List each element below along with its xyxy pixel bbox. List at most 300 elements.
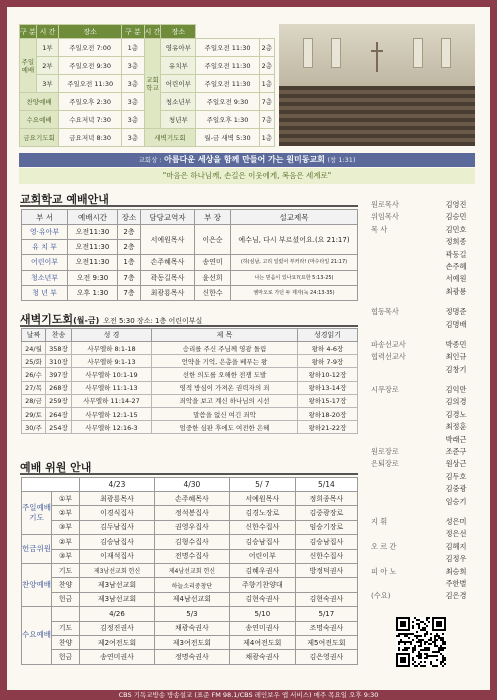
- sunday-place: 1층: [122, 39, 144, 57]
- header-date: 날짜: [22, 329, 46, 342]
- staff-role: [367, 409, 437, 421]
- staff-role: 목 사: [371, 224, 388, 234]
- date-header: 5/14: [295, 478, 357, 492]
- staff-row: [367, 249, 475, 261]
- part-label: ①부: [52, 492, 80, 506]
- duty-cell: 제4남선교회 헌신: [154, 563, 229, 577]
- date-header: 4/30: [154, 478, 229, 492]
- date-header: 4/26: [80, 607, 155, 621]
- staff-name: 최광룡: [445, 286, 467, 296]
- duty-cell: 김형수집사: [154, 535, 229, 549]
- table-row: [22, 407, 358, 420]
- school-place: 7층: [259, 111, 274, 129]
- sunday-time: 주일오전 11:30: [59, 75, 122, 93]
- staff-row: [367, 528, 475, 540]
- duty-cell: 주향기찬양대: [229, 578, 295, 592]
- church-vision-banner: [19, 153, 475, 167]
- sunday-part: 2부: [36, 57, 58, 75]
- staff-role: [367, 528, 437, 540]
- duty-cell: 권영우집사: [154, 520, 229, 534]
- school-time: 주일오전 9:30: [196, 93, 259, 111]
- school-place: 7층: [259, 93, 274, 111]
- staff-row: [367, 421, 475, 433]
- staff-name: 임승기: [445, 496, 467, 506]
- staff-row: [367, 566, 475, 578]
- offering-group-label: 헌금위원: [22, 535, 52, 564]
- scripture-cell: 사무엘하 8:1-18: [72, 342, 152, 355]
- duty-section-title: 예배 위원 안내: [20, 461, 92, 474]
- staff-name: 원상근: [445, 459, 467, 469]
- part-label: 헌금: [52, 592, 80, 606]
- dept-time: 오전11:30: [68, 240, 118, 255]
- topic-cell: 영적 방심이 가져온 권력자의 죄: [152, 381, 298, 394]
- duty-cell: 조명숙권사: [295, 621, 357, 635]
- staff-role: [367, 578, 437, 590]
- duty-cell: 송연미권사: [229, 621, 295, 635]
- staff-name: 김의경: [445, 397, 467, 407]
- date-cell: 30/주: [22, 421, 46, 434]
- dept-pastor: 곽동길목사: [141, 270, 195, 285]
- duty-cell: 신한수집사: [295, 549, 357, 563]
- duty-cell: [295, 578, 357, 592]
- duty-cell: 이재석집사: [80, 549, 155, 563]
- pews: [279, 86, 475, 146]
- sunday-part: 3부: [36, 75, 58, 93]
- table-row: [22, 355, 358, 368]
- scripture-cell: 사무엘하 12:1-15: [72, 407, 152, 420]
- staff-row: [367, 224, 475, 236]
- banner-prefix: 교회상 :: [138, 156, 162, 164]
- worship-schedule-table: [19, 24, 275, 147]
- table-row: [22, 421, 358, 434]
- header-topic: 제 목: [152, 329, 298, 342]
- dept-sermon: 나는 믿음이 있나요?(요한 5:13-25): [231, 270, 358, 285]
- staff-role: [367, 236, 437, 248]
- header-reading: 성경읽기: [298, 329, 358, 342]
- staff-row: [367, 364, 475, 376]
- dept-place: 2층: [118, 225, 141, 240]
- school-section-title: 교회학교 예배안내: [20, 193, 109, 206]
- staff-row: [367, 409, 475, 421]
- staff-role: 위임목사: [371, 212, 399, 222]
- staff-name: 최정훈: [445, 422, 467, 432]
- dept-chief: 신한수: [195, 285, 231, 300]
- staff-row: [367, 483, 475, 495]
- staff-role: 협력선교사: [371, 352, 406, 362]
- topic-cell: 승리를 주신 주님께 영광 돌림: [152, 342, 298, 355]
- staff-name: 정명준: [445, 307, 467, 317]
- staff-row: [367, 273, 475, 285]
- staff-role: [367, 471, 437, 483]
- table-row: [22, 381, 358, 394]
- scripture-cell: 사무엘하 11:14-27: [72, 394, 152, 407]
- sunday-part: 1부: [36, 39, 58, 57]
- staff-role: [367, 483, 437, 495]
- sanctuary-photo: [279, 24, 475, 146]
- church-school-label: 교회학교: [144, 39, 161, 129]
- staff-spacer: [367, 508, 475, 516]
- staff-role: [367, 553, 437, 565]
- duty-cell: 정희종목사: [295, 492, 357, 506]
- dept-name: 청소년부: [22, 270, 68, 285]
- reading-cell: 왕하13-14장: [298, 381, 358, 394]
- school-dept: 유치부: [161, 57, 196, 75]
- dept-time: 오전 9:30: [68, 270, 118, 285]
- date-cell: 26/수: [22, 368, 46, 381]
- duty-cell: 제4여전도회: [229, 635, 295, 649]
- wednesday-worship-label: 수요예배: [20, 111, 59, 129]
- scripture-cell: 사무엘하 10:1-19: [72, 368, 152, 381]
- dawn-info: 오전 5:30 장소: 1층 어린이부실: [103, 317, 203, 325]
- dept-chief: 이은순: [195, 225, 231, 255]
- reading-cell: 왕하 4-6장: [298, 342, 358, 355]
- staff-role: (수요): [371, 591, 391, 601]
- staff-row: [367, 578, 475, 590]
- staff-row: [367, 496, 475, 508]
- dept-pastor: 최광룡목사: [141, 285, 195, 300]
- staff-name: 김중광: [445, 484, 467, 494]
- staff-name: 김명배: [445, 319, 467, 329]
- window: [303, 38, 313, 68]
- school-time: 주일오후 1:30: [196, 111, 259, 129]
- header-sermon: 설교제목: [231, 210, 358, 225]
- staff-row: [367, 319, 475, 331]
- duty-cell: 제3여전도회: [154, 635, 229, 649]
- reading-cell: 왕하 7-9장: [298, 355, 358, 368]
- duty-cell: 제2여전도회: [80, 635, 155, 649]
- staff-row: [367, 458, 475, 470]
- dawn-time: 월-금 새벽 5:30: [196, 129, 259, 147]
- school-dept: 어린이부: [161, 75, 196, 93]
- scripture-cell: 사무엘하 11:1-13: [72, 381, 152, 394]
- dept-sermon: 예수님, 다시 부르셨어요.(요 21:17): [231, 225, 358, 255]
- sunday-time: 주일오전 7:00: [59, 39, 122, 57]
- sunday-place: 3층: [122, 57, 144, 75]
- dawn-prayer-label: 새벽기도회: [144, 129, 196, 147]
- part-label: 기도: [52, 621, 80, 635]
- staff-name: 김경노: [445, 409, 467, 419]
- staff-role: 파송선교사: [371, 339, 406, 349]
- dept-time: 오전11:30: [68, 255, 118, 270]
- duty-cell: 신한수집사: [229, 520, 295, 534]
- hymn-cell: 268장: [46, 381, 72, 394]
- window: [413, 38, 423, 68]
- corner-cell: [52, 607, 80, 621]
- friday-time: 금요저녁 8:30: [59, 129, 122, 147]
- scripture-cell: 사무엘하 9:1-13: [72, 355, 152, 368]
- header-chief: 부 장: [195, 210, 231, 225]
- duty-cell: 정명숙권사: [154, 650, 229, 664]
- header-dept: 부 서: [22, 210, 68, 225]
- staff-row: [367, 351, 475, 363]
- duty-cell: 김승남집사: [295, 535, 357, 549]
- staff-name: 정은선: [445, 529, 467, 539]
- staff-name: 김승민: [445, 212, 467, 222]
- section-divider: [20, 473, 358, 475]
- duty-cell: 김은영권사: [295, 650, 357, 664]
- duty-cell: 손주혜목사: [154, 492, 229, 506]
- part-label: 찬양: [52, 635, 80, 649]
- banner-text: 아름다운 세상을 함께 만들어 가는 원미동교회: [164, 155, 325, 164]
- date-header: 5/ 7: [229, 478, 295, 492]
- staff-role: [367, 421, 437, 433]
- date-cell: 27/목: [22, 381, 46, 394]
- hymn-cell: 397장: [46, 368, 72, 381]
- staff-role: [367, 286, 437, 298]
- praise-place: 3층: [122, 93, 144, 111]
- staff-name: 정희종: [445, 237, 467, 247]
- staff-role: 은퇴장로: [371, 459, 399, 469]
- duty-cell: 김현숙권사: [229, 592, 295, 606]
- praise-worship-label: 찬양예배: [20, 93, 59, 111]
- header-scripture: 성 경: [72, 329, 152, 342]
- staff-role: 오 르 간: [371, 541, 397, 551]
- reading-cell: 왕하10-12장: [298, 368, 358, 381]
- part-label: ③부: [52, 520, 80, 534]
- reading-cell: 왕하18-20장: [298, 407, 358, 420]
- staff-row: [367, 553, 475, 565]
- dawn-title-suffix: (월-금): [73, 316, 100, 325]
- dept-pastor: 서예원목사: [141, 225, 195, 255]
- table-row: [22, 394, 358, 407]
- duty-cell: 정석봉집사: [154, 506, 229, 520]
- cross-icon: [371, 42, 383, 72]
- part-label: 헌금: [52, 650, 80, 664]
- footer-broadcast-info: CBS 기독교방송 방송설교 (표준 FM 98.1/CBS 레인보우 앱 서비스) 매주 목요일 오후 9:30: [0, 690, 497, 700]
- friday-place: 3층: [122, 129, 144, 147]
- duty-cell: 제3남선교회 헌신: [80, 563, 155, 577]
- dept-place: 7층: [118, 270, 141, 285]
- dept-place: 7층: [118, 285, 141, 300]
- dept-time: 오후 1:30: [68, 285, 118, 300]
- part-label: ②부: [52, 535, 80, 549]
- section-divider: [20, 205, 358, 207]
- window: [331, 38, 341, 68]
- header-division: 구 분: [20, 25, 37, 39]
- date-header: 5/10: [229, 607, 295, 621]
- banner-ref: (창 1:31): [327, 156, 356, 164]
- hymn-cell: 259장: [46, 394, 72, 407]
- dept-sermon: 엠마오로 가던 두 제자(눅 24:13-35): [231, 285, 358, 300]
- staff-row: [367, 306, 475, 318]
- staff-role: 원로목사: [371, 200, 399, 209]
- window: [441, 38, 451, 68]
- staff-row: [367, 541, 475, 553]
- school-dept: 청년부: [161, 111, 196, 129]
- friday-prayer-label: 금요기도회: [20, 129, 59, 147]
- duty-cell: 김중광장로: [295, 506, 357, 520]
- hymn-cell: 254장: [46, 421, 72, 434]
- school-worship-table: [21, 209, 358, 301]
- dept-chief: 송연미: [195, 255, 231, 270]
- praise-group-label: 찬양예배: [22, 563, 52, 606]
- reading-cell: 왕하21-22장: [298, 421, 358, 434]
- dept-name: 어린이부: [22, 255, 68, 270]
- staff-name: 주한별: [445, 578, 467, 588]
- staff-role: [367, 319, 437, 331]
- staff-row: [367, 446, 475, 458]
- date-cell: 24/월: [22, 342, 46, 355]
- staff-name: 김은경: [445, 591, 467, 601]
- duty-cell: 어린이부: [229, 549, 295, 563]
- staff-role: [367, 249, 437, 261]
- duty-cell: 전명수집사: [154, 549, 229, 563]
- staff-name: 김두호: [445, 471, 467, 481]
- staff-role: [367, 396, 437, 408]
- topic-cell: 엄중한 심판 후에도 여전한 은혜: [152, 421, 298, 434]
- prayer-group-label: 주일예배기도: [22, 492, 52, 535]
- dept-pastor: 손주혜목사: [141, 255, 195, 270]
- staff-spacer: [367, 376, 475, 384]
- staff-row: [367, 384, 475, 396]
- staff-role: 협동목사: [371, 307, 399, 317]
- staff-name: 손주혜: [445, 261, 467, 271]
- staff-name: 성은미: [445, 516, 467, 526]
- date-header: 5/3: [154, 607, 229, 621]
- staff-directory: [367, 199, 475, 603]
- dept-place: 2층: [118, 240, 141, 255]
- topic-cell: 죄악을 보고 계신 하나님의 시선: [152, 394, 298, 407]
- hymn-cell: 358장: [46, 342, 72, 355]
- reading-cell: 왕하15-17장: [298, 394, 358, 407]
- header-place: 장소: [59, 25, 122, 39]
- school-dept: 영유아부: [161, 39, 196, 57]
- dawn-prayer-table: [21, 328, 358, 434]
- duty-cell: 제3남선교회: [80, 592, 155, 606]
- staff-row: [367, 286, 475, 298]
- header-time: 예배시간: [68, 210, 118, 225]
- school-place: 1층: [259, 75, 274, 93]
- staff-role: 지 휘: [371, 516, 388, 526]
- section-divider: [20, 325, 358, 327]
- staff-name: 박종민: [445, 339, 467, 349]
- church-motto: "마음은 하나님께, 손길은 이웃에게, 복음은 세계로": [19, 168, 475, 184]
- staff-name: 최승희: [445, 566, 467, 576]
- worship-committee-table: [21, 477, 358, 665]
- staff-row: [367, 396, 475, 408]
- duty-cell: 하늘소리중창단: [154, 578, 229, 592]
- school-time: 주일오전 11:30: [196, 39, 259, 57]
- staff-name: 조준구: [445, 447, 467, 457]
- staff-row: [367, 434, 475, 446]
- staff-role: 원로장로: [371, 447, 399, 457]
- sunday-time: 주일오전 9:30: [59, 57, 122, 75]
- duty-cell: 방정덕권사: [295, 563, 357, 577]
- dawn-title: 새벽기도회: [20, 313, 74, 326]
- duty-cell: 제5여전도회: [295, 635, 357, 649]
- hymn-cell: 310장: [46, 355, 72, 368]
- staff-row: [367, 471, 475, 483]
- table-row: [22, 368, 358, 381]
- table-row: [22, 342, 358, 355]
- staff-role: [367, 273, 437, 285]
- school-place: 2층: [259, 57, 274, 75]
- date-cell: 28/금: [22, 394, 46, 407]
- staff-name: 김혜지: [445, 541, 467, 551]
- school-time: 주일오전 11:30: [196, 75, 259, 93]
- staff-row: [367, 211, 475, 223]
- duty-cell: 최광룡목사: [80, 492, 155, 506]
- header-time: 시 간: [36, 25, 58, 39]
- part-label: ③부: [52, 549, 80, 563]
- staff-row: [367, 236, 475, 248]
- part-label: 찬양: [52, 578, 80, 592]
- date-header: 4/23: [80, 478, 155, 492]
- staff-spacer: [367, 298, 475, 306]
- duty-cell: 이경식집사: [80, 506, 155, 520]
- date-cell: 29/토: [22, 407, 46, 420]
- staff-row: [367, 590, 475, 602]
- duty-cell: 채광숙권사: [154, 621, 229, 635]
- header-pastor: 담당교역자: [141, 210, 195, 225]
- staff-name: 곽동길: [445, 249, 467, 259]
- dept-name: 유 치 부: [22, 240, 68, 255]
- sunday-place: 3층: [122, 75, 144, 93]
- duty-cell: 김승남집사: [229, 535, 295, 549]
- staff-row: [367, 339, 475, 351]
- part-label: 기도: [52, 563, 80, 577]
- staff-name: 김익만: [445, 385, 467, 395]
- wednesday-group-label: 수요예배: [22, 607, 52, 665]
- header-place: 장소: [118, 210, 141, 225]
- duty-cell: 임승기장로: [295, 520, 357, 534]
- staff-row: [367, 516, 475, 528]
- date-cell: 25/화: [22, 355, 46, 368]
- header-place-2: 장소: [161, 25, 196, 39]
- staff-row: [367, 261, 475, 273]
- topic-cell: 말씀을 없신 여긴 죄악: [152, 407, 298, 420]
- header-hymn: 찬송: [46, 329, 72, 342]
- part-label: ②부: [52, 506, 80, 520]
- dawn-place: 1층: [259, 129, 274, 147]
- duty-cell: 제3남선교회: [80, 578, 155, 592]
- staff-role: [367, 496, 437, 508]
- corner-cell: [22, 478, 80, 492]
- staff-row: [367, 199, 475, 211]
- dept-chief: 윤선희: [195, 270, 231, 285]
- staff-name: 김영진: [445, 200, 467, 209]
- staff-role: 시무장로: [371, 385, 399, 395]
- duty-cell: 김현숙권사: [295, 592, 357, 606]
- duty-cell: 김승남집사: [80, 535, 155, 549]
- duty-cell: 채광숙권사: [229, 650, 295, 664]
- qr-code-icon[interactable]: [396, 617, 446, 667]
- staff-name: 김민호: [445, 224, 467, 234]
- school-dept: 청소년부: [161, 93, 196, 111]
- school-time: 주일오전 11:30: [196, 57, 259, 75]
- date-header: 5/17: [295, 607, 357, 621]
- duty-cell: 서예원목사: [229, 492, 295, 506]
- dept-sermon: (하)심남, 고리 일렀어 부커라! (마수타일 21:17): [231, 255, 358, 270]
- topic-cell: 선한 의도를 오해한 전쟁 도발: [152, 368, 298, 381]
- header-division-2: 구 분: [122, 25, 144, 39]
- hymn-cell: 264장: [46, 407, 72, 420]
- duty-cell: 김혜우권사: [229, 563, 295, 577]
- staff-name: 김정우: [445, 554, 467, 564]
- staff-name: 김창기: [445, 364, 467, 374]
- wednesday-time: 수요저녁 7:30: [59, 111, 122, 129]
- dept-name: 영·유아부: [22, 225, 68, 240]
- staff-role: [367, 364, 437, 376]
- header-time-2: 시 간: [144, 25, 161, 39]
- wednesday-place: 3층: [122, 111, 144, 129]
- dept-place: 1층: [118, 255, 141, 270]
- staff-spacer: [367, 331, 475, 339]
- sunday-worship-label: 주일예배: [20, 39, 37, 93]
- dept-name: 청 년 부: [22, 285, 68, 300]
- topic-cell: 언약을 기억, 은총을 베푸는 왕: [152, 355, 298, 368]
- staff-role: [367, 261, 437, 273]
